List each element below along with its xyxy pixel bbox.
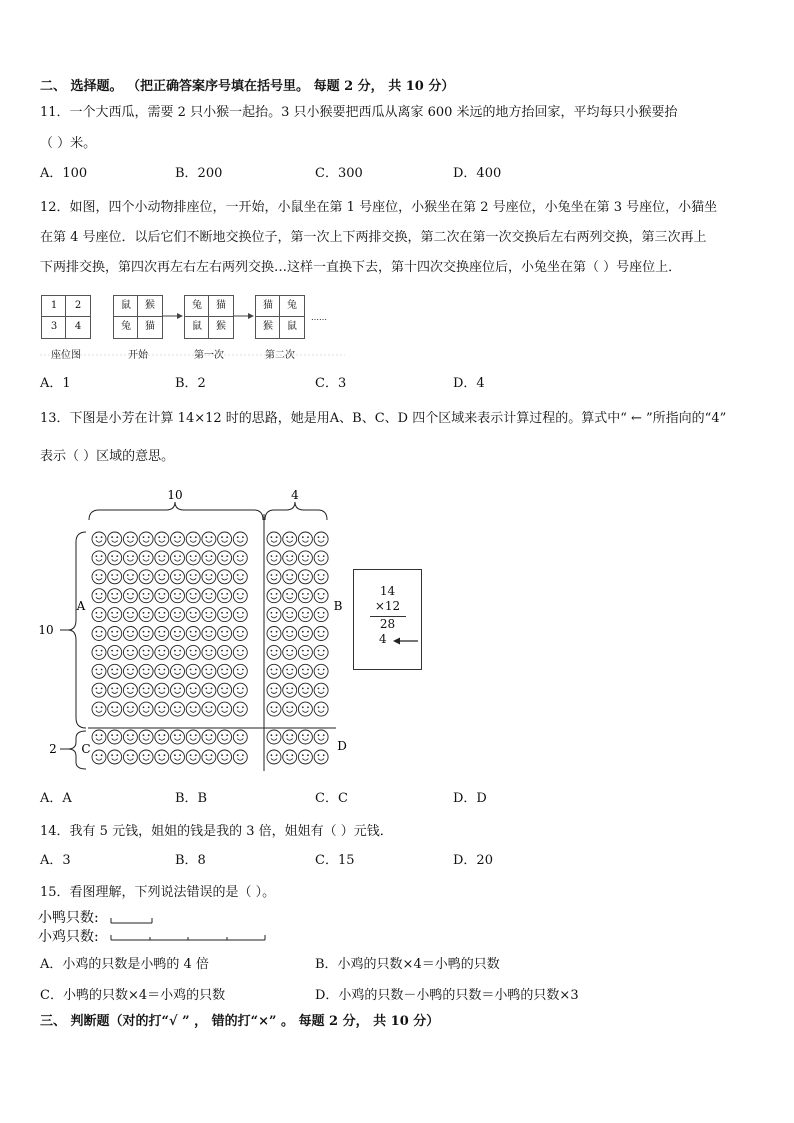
smiley-face-icon xyxy=(283,627,297,641)
smiley-face-icon xyxy=(233,645,247,659)
smiley-face-icon xyxy=(139,645,153,659)
top-right-label: 4 xyxy=(291,488,299,502)
start-cell-3: 兔 xyxy=(121,321,131,332)
smiley-face-icon xyxy=(267,532,281,546)
smiley-face-icon xyxy=(267,645,281,659)
smiley-face-icon xyxy=(139,664,153,678)
smiley-face-icon xyxy=(233,627,247,641)
smiley-face-icon xyxy=(171,683,185,697)
first-cell-4: 猴 xyxy=(216,321,226,332)
smiley-face-icon xyxy=(108,570,122,584)
smiley-face-icon xyxy=(314,702,328,716)
smiley-face-icon xyxy=(267,730,281,744)
smiley-face-icon xyxy=(108,532,122,546)
smiley-face-icon xyxy=(139,532,153,546)
smiley-face-icon xyxy=(155,702,169,716)
smiley-face-icon xyxy=(218,532,232,546)
smiley-face-icon xyxy=(186,589,200,603)
smiley-face-icon xyxy=(186,645,200,659)
smiley-face-icon xyxy=(233,532,247,546)
q12-text-line3: 下两排交换，第四次再左右左右两列交换…这样一直换下去，第十四次交换座位后，小兔坐在第（ ）号座位上． xyxy=(40,260,682,275)
smiley-face-icon xyxy=(139,589,153,603)
q15-bar-diagram xyxy=(100,912,280,952)
first-caption: 第一次 xyxy=(194,350,224,361)
smiley-face-icon xyxy=(314,683,328,697)
region-c-label: C xyxy=(81,742,91,756)
smiley-face-icon xyxy=(298,702,312,716)
q13-option-b[interactable]: B．B xyxy=(175,791,208,806)
duck-count-label: 小鸭只数: xyxy=(38,910,99,926)
seat-caption: 座位图 xyxy=(51,350,81,361)
smiley-face-icon xyxy=(298,645,312,659)
smiley-face-icon xyxy=(186,608,200,622)
region-d-label: D xyxy=(337,739,347,753)
second-cell-3: 猴 xyxy=(263,321,273,332)
smiley-face-icon xyxy=(202,570,216,584)
left-big-label: 10 xyxy=(38,623,54,637)
smiley-face-icon xyxy=(186,664,200,678)
smiley-face-icon xyxy=(186,750,200,764)
q11-option-d[interactable]: D．400 xyxy=(453,166,502,181)
start-cell-4: 猫 xyxy=(145,321,155,332)
q14-option-d[interactable]: D．20 xyxy=(453,853,493,868)
smiley-face-icon xyxy=(92,730,106,744)
second-caption: 第二次 xyxy=(265,350,295,361)
smiley-face-icon xyxy=(108,589,122,603)
smiley-face-icon xyxy=(171,664,185,678)
smiley-face-icon xyxy=(155,645,169,659)
q15-option-a[interactable]: A．小鸡的只数是小鸭的 4 倍 xyxy=(40,957,209,972)
smiley-face-icon xyxy=(233,608,247,622)
start-cell-2: 猴 xyxy=(145,300,155,311)
smiley-face-icon xyxy=(123,730,137,744)
q13-text-line2: 表示（ ）区域的意思。 xyxy=(40,449,175,464)
smiley-face-icon xyxy=(314,532,328,546)
smiley-face-icon xyxy=(155,570,169,584)
smiley-face-icon xyxy=(267,750,281,764)
smiley-face-icon xyxy=(139,551,153,565)
smiley-face-icon xyxy=(92,702,106,716)
smiley-face-icon xyxy=(283,702,297,716)
smiley-face-icon xyxy=(202,702,216,716)
smiley-face-icon xyxy=(298,730,312,744)
smiley-face-icon xyxy=(218,645,232,659)
start-caption: 开始 xyxy=(128,350,148,361)
smiley-face-icon xyxy=(155,589,169,603)
smiley-face-icon xyxy=(202,608,216,622)
q13-text-line1: 13．下图是小芳在计算 14×12 时的思路，她是用A、B、C、D 四个区域来表示计算过程的。算式中“ ← ”所指向的“4” xyxy=(40,411,727,426)
smiley-face-icon xyxy=(298,570,312,584)
q14-option-b[interactable]: B．8 xyxy=(175,853,206,868)
smiley-face-icon xyxy=(123,750,137,764)
smiley-face-icon xyxy=(186,683,200,697)
smiley-face-icon xyxy=(283,730,297,744)
seat-cell-3: 3 xyxy=(50,321,58,332)
smiley-face-icon xyxy=(123,664,137,678)
q13-calc-box xyxy=(353,569,422,670)
smiley-face-icon xyxy=(92,750,106,764)
smiley-face-icon xyxy=(171,608,185,622)
seat-arrows xyxy=(0,0,794,400)
smiley-face-icon xyxy=(202,664,216,678)
left-brace-big xyxy=(68,532,86,728)
smiley-face-icon xyxy=(218,730,232,744)
top-brace-left xyxy=(89,502,263,520)
smiley-face-icon xyxy=(283,750,297,764)
smiley-face-icon xyxy=(139,730,153,744)
smiley-face-icon xyxy=(108,664,122,678)
smiley-face-icon xyxy=(123,608,137,622)
smiley-face-icon xyxy=(123,702,137,716)
q15-text: 15．看图理解，下列说法错误的是（ ）。 xyxy=(40,885,276,900)
smiley-face-icon xyxy=(108,683,122,697)
smiley-face-icon xyxy=(123,532,137,546)
top-brace-right xyxy=(265,502,327,520)
smiley-face-icon xyxy=(314,551,328,565)
second-cell-1: 猫 xyxy=(263,300,273,311)
smiley-face-icon xyxy=(108,551,122,565)
smiley-face-icon xyxy=(314,589,328,603)
smiley-face-icon xyxy=(283,645,297,659)
smiley-face-icon xyxy=(298,608,312,622)
smiley-face-icon xyxy=(298,664,312,678)
smiley-face-icon xyxy=(218,750,232,764)
smiley-face-icon xyxy=(108,730,122,744)
smiley-face-icon xyxy=(202,683,216,697)
q11-option-b[interactable]: B．200 xyxy=(175,166,223,181)
smiley-face-icon xyxy=(186,702,200,716)
smiley-face-icon xyxy=(171,532,185,546)
smiley-face-icon xyxy=(123,551,137,565)
smiley-face-icon xyxy=(139,608,153,622)
smiley-face-icon xyxy=(298,551,312,565)
smiley-face-icon xyxy=(139,570,153,584)
smiley-face-icon xyxy=(202,750,216,764)
smiley-face-icon xyxy=(202,589,216,603)
smiley-face-icon xyxy=(92,608,106,622)
smiley-face-icon xyxy=(233,750,247,764)
second-cell-2: 兔 xyxy=(287,300,297,311)
smiley-face-icon xyxy=(155,750,169,764)
smiley-face-icon xyxy=(92,532,106,546)
smiley-face-icon xyxy=(233,589,247,603)
calc-line-4: 4 xyxy=(379,632,387,646)
smiley-face-icon xyxy=(314,664,328,678)
q12-option-a[interactable]: A．1 xyxy=(40,376,71,391)
q15-option-b[interactable]: B．小鸡的只数×4＝小鸭的只数 xyxy=(315,957,500,972)
smiley-face-icon xyxy=(298,683,312,697)
q14-text: 14．我有 5 元钱，姐姐的钱是我的 3 倍，姐姐有（ ）元钱． xyxy=(40,824,393,839)
smiley-face-icon xyxy=(123,589,137,603)
smiley-face-icon xyxy=(218,664,232,678)
first-cell-3: 鼠 xyxy=(192,321,202,332)
smiley-face-icon xyxy=(218,570,232,584)
smiley-face-icon xyxy=(139,750,153,764)
q13-option-c[interactable]: C．C xyxy=(315,791,348,806)
smiley-face-icon xyxy=(155,730,169,744)
smiley-face-icon xyxy=(92,627,106,641)
smiley-face-icon xyxy=(267,627,281,641)
smiley-face-icon xyxy=(233,551,247,565)
q11-text-line2: （ ）米。 xyxy=(40,136,97,151)
seat-cell-4: 4 xyxy=(74,321,82,332)
smiley-face-icon xyxy=(267,570,281,584)
smiley-face-icon xyxy=(155,664,169,678)
smiley-grid xyxy=(92,532,328,764)
smiley-face-icon xyxy=(186,570,200,584)
smiley-face-icon xyxy=(171,645,185,659)
section-3-header: 三、 判断题（对的打“√ ” ， 错的打“×” 。 每题 2 分， 共 10 分） xyxy=(40,1014,440,1029)
smiley-face-icon xyxy=(218,627,232,641)
smiley-face-icon xyxy=(314,730,328,744)
smiley-face-icon xyxy=(155,551,169,565)
smiley-face-icon xyxy=(108,702,122,716)
smiley-face-icon xyxy=(171,589,185,603)
q13-option-d[interactable]: D．D xyxy=(453,791,487,806)
calc-line-3: 28 xyxy=(379,617,396,631)
q11-text-line1: 11．一个大西瓜，需要 2 只小猴一起抬。3 只小猴要把西瓜从离家 600 米远的地方抬回家，平均每只小猴要抬 xyxy=(40,105,678,120)
smiley-face-icon xyxy=(202,627,216,641)
top-left-label: 10 xyxy=(167,488,183,502)
smiley-face-icon xyxy=(298,589,312,603)
smiley-face-icon xyxy=(92,551,106,565)
smiley-face-icon xyxy=(92,570,106,584)
smiley-face-icon xyxy=(314,627,328,641)
region-a-label: A xyxy=(76,599,86,613)
smiley-face-icon xyxy=(298,627,312,641)
smiley-face-icon xyxy=(186,551,200,565)
smiley-face-icon xyxy=(314,608,328,622)
smiley-face-icon xyxy=(202,730,216,744)
smiley-face-icon xyxy=(314,645,328,659)
smiley-face-icon xyxy=(267,608,281,622)
q13-option-a[interactable]: A．A xyxy=(40,791,72,806)
q12-text-line2: 在第 4 号座位．以后它们不断地交换位子，第一次上下两排交换，第二次在第一次交换后左右两列交换，第三次再上 xyxy=(40,230,707,245)
first-cell-1: 兔 xyxy=(192,300,202,311)
smiley-face-icon xyxy=(108,627,122,641)
q15-option-d[interactable]: D．小鸡的只数－小鸭的只数＝小鸭的只数×3 xyxy=(315,988,579,1003)
smiley-face-icon xyxy=(92,683,106,697)
first-cell-2: 猫 xyxy=(216,300,226,311)
smiley-face-icon xyxy=(123,683,137,697)
smiley-face-icon xyxy=(218,589,232,603)
smiley-face-icon xyxy=(108,750,122,764)
smiley-face-icon xyxy=(202,645,216,659)
seat-cell-2: 2 xyxy=(74,300,82,311)
smiley-face-icon xyxy=(267,702,281,716)
smiley-face-icon xyxy=(155,532,169,546)
smiley-face-icon xyxy=(123,645,137,659)
seat-cell-1: 1 xyxy=(50,300,58,311)
smiley-face-icon xyxy=(233,702,247,716)
smiley-face-icon xyxy=(92,589,106,603)
smiley-face-icon xyxy=(267,664,281,678)
smiley-face-icon xyxy=(139,702,153,716)
left-small-label: 2 xyxy=(49,742,57,756)
smiley-face-icon xyxy=(155,627,169,641)
smiley-face-icon xyxy=(202,551,216,565)
smiley-face-icon xyxy=(155,683,169,697)
smiley-face-icon xyxy=(283,551,297,565)
section-2-header: 二、 选择题。 （把正确答案序号填在括号里。 每题 2 分， 共 10 分） xyxy=(40,79,455,94)
q12-option-c[interactable]: C．3 xyxy=(315,376,347,391)
q14-option-c[interactable]: C．15 xyxy=(315,853,355,868)
smiley-face-icon xyxy=(108,645,122,659)
q12-text-line1: 12．如图，四个小动物排座位，一开始，小鼠坐在第 1 号座位，小猴坐在第 2 号座位，小兔坐在第 3 号座位，小猫坐 xyxy=(40,200,718,215)
smiley-face-icon xyxy=(123,570,137,584)
smiley-face-icon xyxy=(283,664,297,678)
smiley-face-icon xyxy=(171,627,185,641)
smiley-face-icon xyxy=(186,627,200,641)
second-cell-4: 鼠 xyxy=(287,321,297,332)
smiley-face-icon xyxy=(218,608,232,622)
smiley-face-icon xyxy=(233,570,247,584)
smiley-face-icon xyxy=(92,664,106,678)
smiley-face-icon xyxy=(283,570,297,584)
q12-option-d[interactable]: D．4 xyxy=(453,376,485,391)
q11-option-c[interactable]: C．300 xyxy=(315,166,363,181)
start-cell-1: 鼠 xyxy=(121,300,131,311)
smiley-face-icon xyxy=(283,608,297,622)
smiley-face-icon xyxy=(283,589,297,603)
smiley-face-icon xyxy=(314,570,328,584)
smiley-face-icon xyxy=(283,683,297,697)
smiley-face-icon xyxy=(218,683,232,697)
smiley-face-icon xyxy=(139,627,153,641)
q14-option-a[interactable]: A．3 xyxy=(40,853,71,868)
pointer-arrow-icon xyxy=(392,635,420,647)
smiley-face-icon xyxy=(314,750,328,764)
smiley-face-icon xyxy=(186,730,200,744)
smiley-face-icon xyxy=(171,750,185,764)
smiley-face-icon xyxy=(171,551,185,565)
smiley-face-icon xyxy=(139,683,153,697)
smiley-face-icon xyxy=(171,570,185,584)
smiley-face-icon xyxy=(267,551,281,565)
smiley-face-icon xyxy=(233,683,247,697)
smiley-face-icon xyxy=(298,750,312,764)
smiley-face-icon xyxy=(298,532,312,546)
smiley-face-icon xyxy=(233,730,247,744)
smiley-face-icon xyxy=(218,702,232,716)
continuation-dots: …… xyxy=(311,313,327,322)
smiley-face-icon xyxy=(108,608,122,622)
calc-line-1: 14 xyxy=(379,584,396,598)
q15-option-c[interactable]: C．小鸭的只数×4＝小鸡的只数 xyxy=(40,988,226,1003)
smiley-face-icon xyxy=(218,551,232,565)
q11-option-a[interactable]: A．100 xyxy=(40,166,88,181)
smiley-face-icon xyxy=(233,664,247,678)
smiley-face-icon xyxy=(155,608,169,622)
chick-count-label: 小鸡只数: xyxy=(38,929,99,945)
region-b-label: B xyxy=(333,599,343,613)
calc-line-2: ×12 xyxy=(374,599,401,613)
smiley-face-icon xyxy=(171,702,185,716)
smiley-face-icon xyxy=(283,532,297,546)
smiley-face-icon xyxy=(202,532,216,546)
smiley-face-icon xyxy=(267,683,281,697)
q12-option-b[interactable]: B．2 xyxy=(175,376,206,391)
smiley-face-icon xyxy=(186,532,200,546)
smiley-face-icon xyxy=(267,589,281,603)
smiley-face-icon xyxy=(171,730,185,744)
smiley-face-icon xyxy=(123,627,137,641)
smiley-face-icon xyxy=(92,645,106,659)
